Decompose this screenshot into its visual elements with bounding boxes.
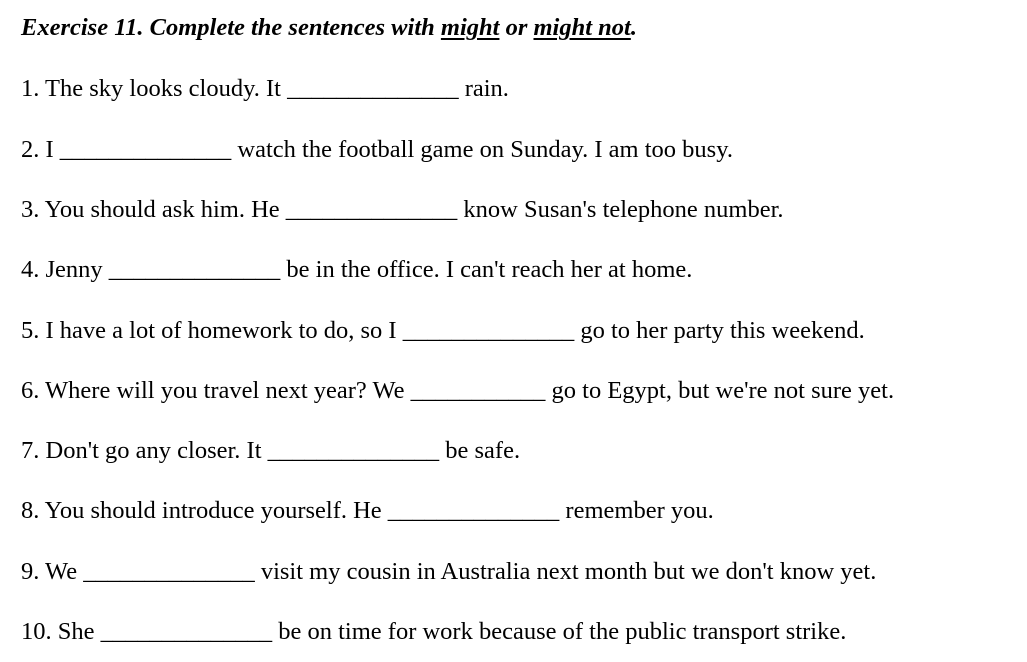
sentence-3: 3. You should ask him. He ______________ know Susan's telephone number.: [21, 196, 784, 223]
sentence-6: 6. Where will you travel next year? We ___________ go to Egypt, but we're not sure yet.: [21, 377, 895, 404]
title-keyword-might: might: [440, 14, 500, 41]
sentence-2: 2. I ______________ watch the football game on Sunday. I am too busy.: [21, 136, 733, 163]
sentence-8: 8. You should introduce yourself. He ______________ remember you.: [21, 497, 714, 524]
sentence-1: 1. The sky looks cloudy. It ______________ rain.: [21, 75, 509, 102]
title-middle: or: [499, 14, 534, 41]
title-keyword-might-not: might not: [533, 14, 631, 41]
title-suffix: .: [630, 14, 637, 41]
sentence-4: 4. Jenny ______________ be in the office. I can't reach her at home.: [21, 256, 693, 283]
exercise-title: [21, 12, 637, 44]
title-prefix: Exercise 11. Complete the sentences with: [21, 14, 441, 41]
sentence-9: 9. We ______________ visit my cousin in Australia next month but we don't know yet.: [21, 558, 877, 585]
sentence-5: 5. I have a lot of homework to do, so I ______________ go to her party this weekend.: [21, 317, 865, 344]
sentence-10: 10. She ______________ be on time for work because of the public transport strike.: [21, 618, 847, 645]
sentence-7: 7. Don't go any closer. It ______________ be safe.: [21, 437, 521, 464]
